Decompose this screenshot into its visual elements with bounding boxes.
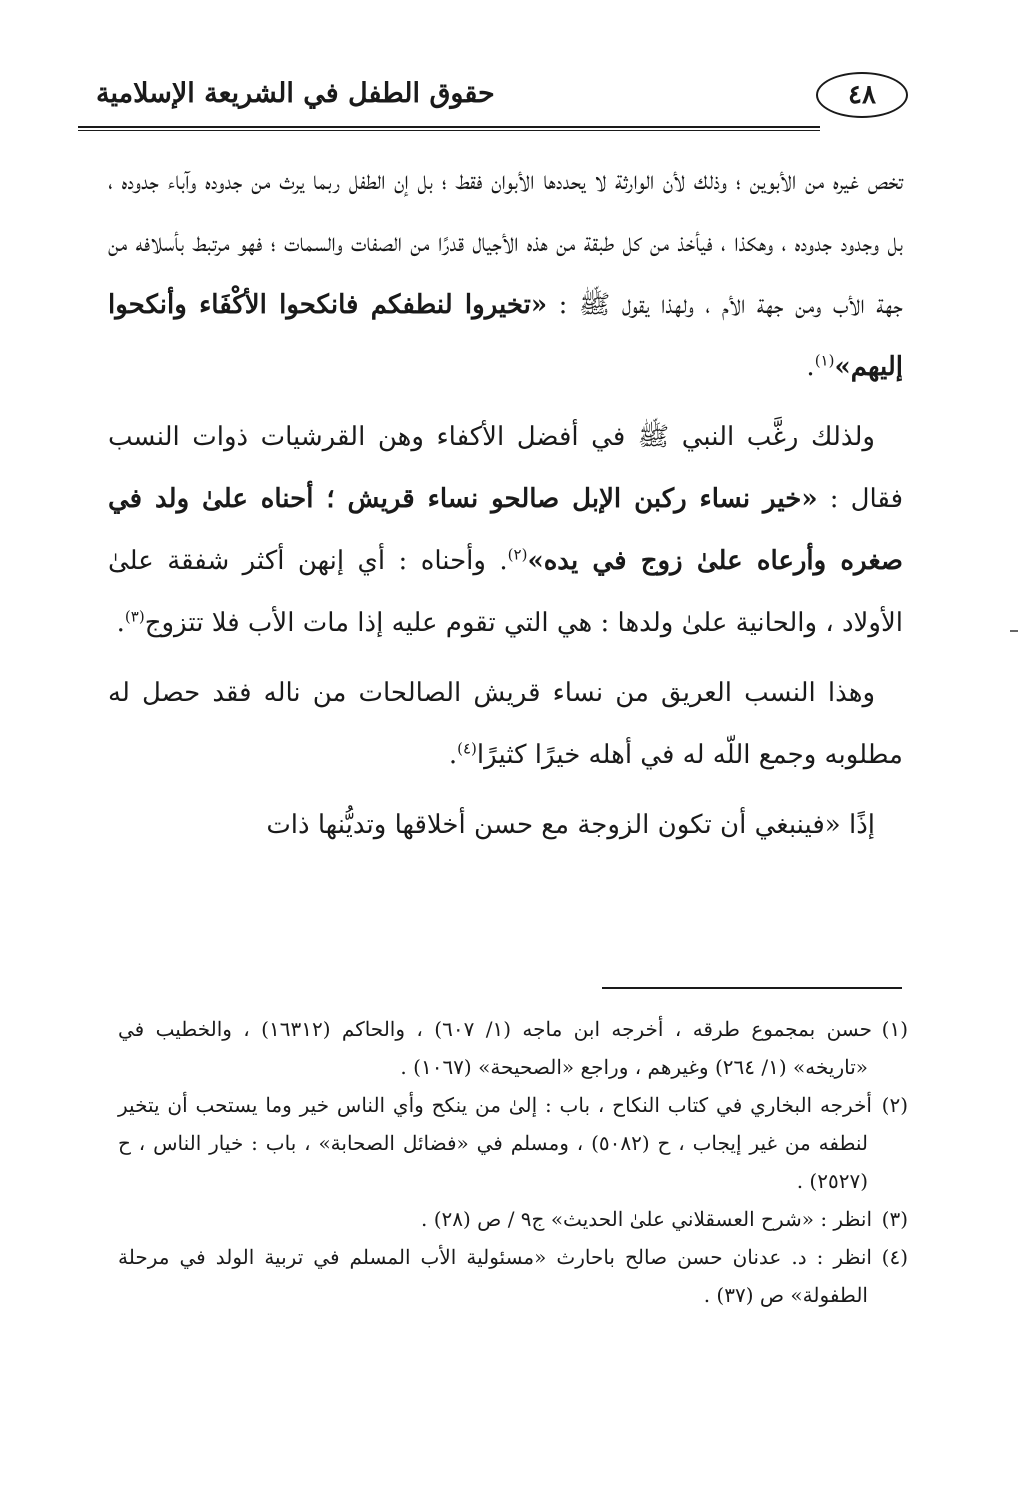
hadith-quote-1: «تخيروا لنطفكم فانكحوا الأكْفَاء وأنكحوا إليهم» (108, 290, 903, 382)
page-number: ٤٨ (848, 80, 876, 110)
running-title: حقوق الطفل في الشريعة الإسلامية (96, 78, 495, 109)
footnote-2 (118, 1086, 908, 1200)
paragraph-2 (108, 406, 903, 654)
paragraph-2-end: . (116, 608, 125, 638)
footnote-number: (٣) (881, 1207, 908, 1231)
footnote-text: أخرجه البخاري في كتاب النكاح ، باب : إلىٰ من ينكح وأي الناس خير وما يستحب أن يتخير لنطفه من غير إيجاب ، ح (٥٠٨٢) ، ومسلم في «فضائل الصحابة» ، باب : خيار الناس ، ح (٢٥٢٧) . (118, 1093, 872, 1193)
paragraph-4-text: إذًا «فينبغي أن تكون الزوجة مع حسن أخلاقها وتديُّنها ذات (266, 810, 875, 840)
page-number-badge (816, 72, 908, 118)
footnote-number: (١) (881, 1017, 909, 1041)
footnote-ref-4: (٤) (457, 739, 477, 758)
hadith-quote-2: «خير نساء ركبن الإبل صالحو نساء قريش ؛ أحناه علىٰ ولد في صغره وأرعاه علىٰ زوج في يده» (108, 484, 904, 576)
footnote-ref-2: (٢) (507, 545, 528, 564)
footnote-1 (118, 1010, 908, 1086)
paragraph-4 (108, 794, 903, 856)
footnote-3 (118, 1200, 908, 1238)
page-header (78, 68, 908, 128)
paragraph-1-end: . (806, 352, 815, 382)
footnote-text: حسن بمجموع طرقه ، أخرجه ابن ماجه (١/ ٦٠٧) ، والحاكم (١٦٣١٢) ، والخطيب في «تاريخه» (١/ ٢٦٤) وغيرهم ، وراجع «الصحيحة» (١٠٦٧) . (118, 1017, 873, 1079)
paragraph-1-text: تخص غيره من الأبوين ؛ وذلك لأن الوارثة لا يحددها الأبوان فقط ؛ بل إن الطفل ربما يرث من جدوده وآباء جدوده ، بل وجدود جدوده ، وهكذا ، فيأخذ من كل طبقة من هذه الأجيال قدرًا من الصفات والسمات ؛ فهو مرتبط بأسلافه من جهة الأب ومن جهة الأم ، ولهذا يقول ﷺ : (108, 166, 903, 320)
footnote-ref-3: (٣) (124, 607, 145, 626)
paragraph-3-end: . (448, 740, 458, 770)
paragraph-3 (108, 662, 903, 786)
footnote-number: (٤) (881, 1245, 908, 1269)
paragraph-2-continued: . وأحناه : أي إنهن أكثر شفقة علىٰ الأولاد ، والحانية علىٰ ولدها : هي التي تقوم عليه إذا مات الأب فلا تتزوج (108, 546, 903, 638)
paragraph-1 (108, 150, 903, 398)
footnote-text: انظر : «شرح العسقلاني علىٰ الحديث» ج٩ / ص (٢٨) . (420, 1207, 872, 1231)
footnote-ref-1: (١) (814, 351, 835, 370)
footnote-4 (118, 1238, 908, 1314)
footnote-number: (٢) (881, 1093, 908, 1117)
main-text (108, 150, 903, 864)
header-rule (78, 126, 820, 131)
scan-artifact (1010, 630, 1018, 632)
paragraph-2-text: ولذلك رغَّب النبي ﷺ في أفضل الأكفاء وهن القرشيات ذوات النسب فقال : (108, 422, 904, 514)
footnotes (118, 1010, 908, 1314)
paragraph-3-text: وهذا النسب العريق من نساء قريش الصالحات من ناله فقد حصل له مطلوبه وجمع اللّه له في أهله خيرًا كثيرًا (108, 678, 903, 770)
footnote-text: انظر : د. عدنان حسن صالح باحارث «مسئولية الأب المسلم في تربية الولد في مرحلة الطفولة» ص (٣٧) . (118, 1245, 872, 1307)
footnote-separator (602, 987, 902, 989)
